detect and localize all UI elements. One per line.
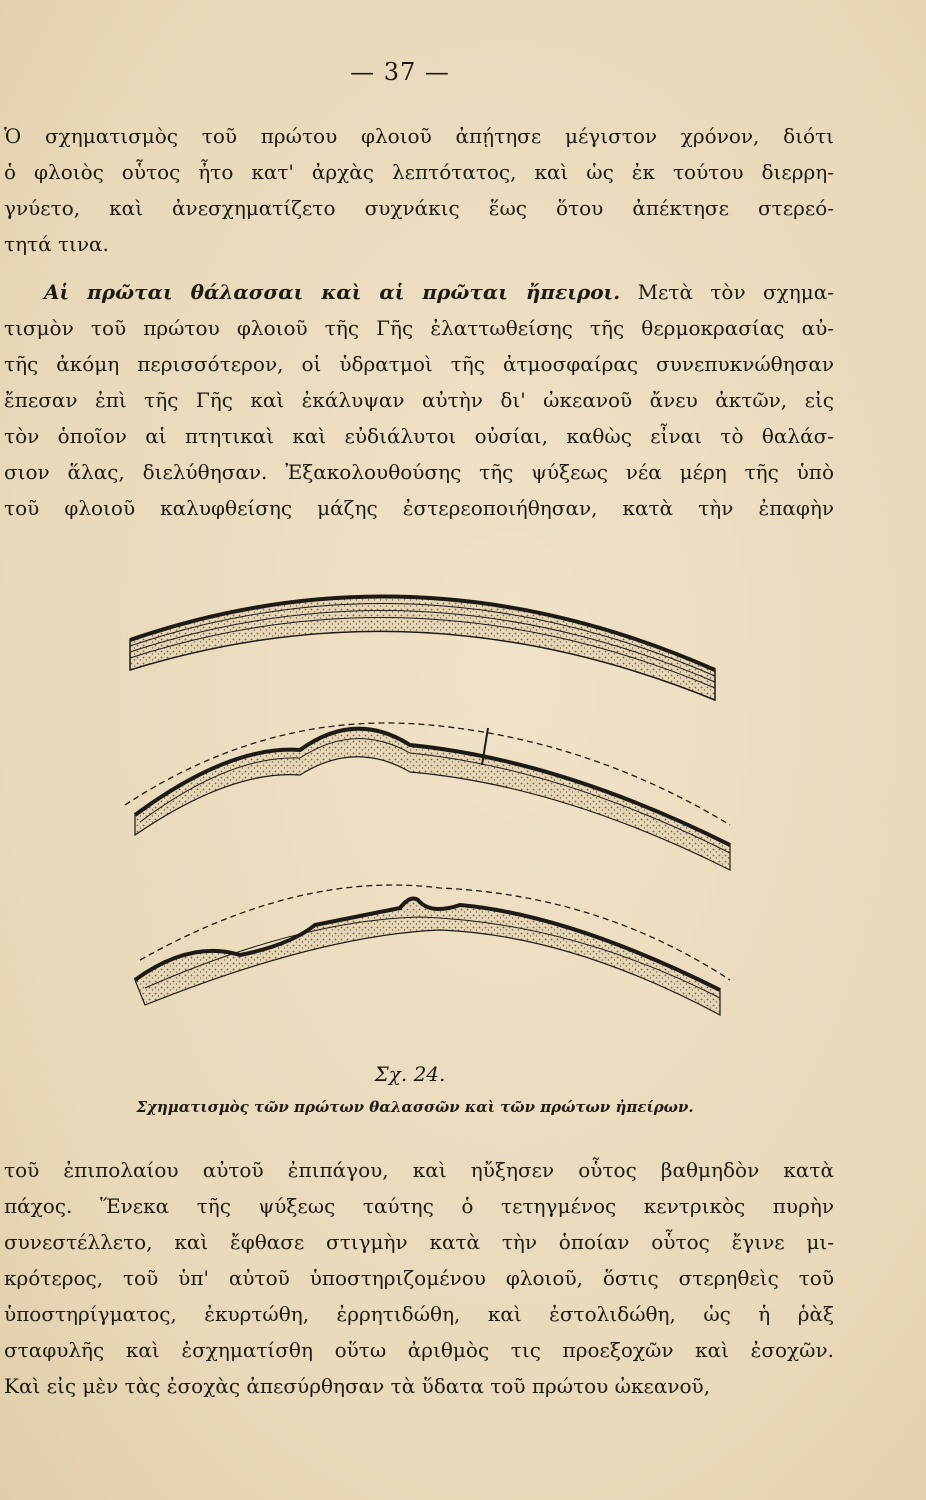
text-line: τοῦ ἐπιπολαίου αὐτοῦ ἐπιπάγου, καὶ ηὔξησεν οὗτος βαθμηδὸν κατὰ <box>4 1158 834 1182</box>
crust-arc-3 <box>135 885 730 1015</box>
paragraph-1 <box>4 118 834 262</box>
figure-crust-diagrams <box>100 560 740 1030</box>
text-line: τητά τινα. <box>4 232 109 256</box>
text-line: Ὁ σχηματισμὸς τοῦ πρώτου φλοιοῦ ἀπῄτησε μέγιστον χρόνον, διότι <box>4 124 834 148</box>
text-line: γνύετο, καὶ ἀνεσχηματίζετο συχνάκις ἕως ὅτου ἀπέκτησε στερεό- <box>4 196 834 220</box>
figure-label: Σχ. 24. <box>374 1062 446 1086</box>
text-line: Καὶ εἰς μὲν τὰς ἐσοχὰς ἀπεσύρθησαν τὰ ὕδατα τοῦ πρώτου ὠκεανοῦ, <box>4 1374 711 1398</box>
text-line: πάχος. Ἕνεκα τῆς ψύξεως ταύτης ὁ τετηγμένος κεντρικὸς πυρὴν <box>4 1194 834 1218</box>
paragraph-2 <box>4 274 834 526</box>
figure-caption: Σχηματισμὸς τῶν πρώτων θαλασσῶν καὶ τῶν πρώτων ἠπείρων. <box>136 1098 694 1116</box>
section-heading: Αἱ πρῶται θάλασσαι καὶ αἱ πρῶται ἤπειροι. <box>44 280 621 304</box>
text-run: Μετὰ τὸν σχημα- <box>637 280 835 304</box>
text-line <box>4 274 834 310</box>
text-line: ὑποστηρίγματος, ἐκυρτώθη, ἐρρητιδώθη, καὶ ἐστολιδώθη, ὡς ἡ ῥὰξ <box>4 1302 834 1326</box>
crust-illustration <box>100 560 740 1030</box>
text-line: τὸν ὁποῖον αἱ πτητικαὶ καὶ εὐδιάλυτοι οὐσίαι, καθὼς εἶναι τὸ θαλάσ- <box>4 424 834 448</box>
paragraph-3 <box>4 1152 834 1404</box>
text-line: συνεστέλλετο, καὶ ἔφθασε στιγμὴν κατὰ τὴν ὁποίαν οὗτος ἔγινε μι- <box>4 1230 834 1254</box>
text-line: τισμὸν τοῦ πρώτου φλοιοῦ τῆς Γῆς ἐλαττωθείσης τῆς θερμοκρασίας αὐ- <box>4 316 834 340</box>
crust-arc-1 <box>130 597 715 700</box>
text-line: σταφυλῆς καὶ ἐσχηματίσθη οὕτω ἀριθμὸς τις προεξοχῶν καὶ ἐσοχῶν. <box>4 1338 834 1362</box>
text-line: τῆς ἀκόμη περισσότερον, οἱ ὑδρατμοὶ τῆς ἀτμοσφαίρας συνεπυκνώθησαν <box>4 352 834 376</box>
text-line: κρότερος, τοῦ ὑπ' αὐτοῦ ὑποστηριζομένου φλοιοῦ, ὅστις στερηθεὶς τοῦ <box>4 1266 834 1290</box>
text-line: ἔπεσαν ἐπὶ τῆς Γῆς καὶ ἐκάλυψαν αὐτὴν δι' ὠκεανοῦ ἄνευ ἀκτῶν, εἰς <box>4 388 834 412</box>
page-number: — 37 — <box>350 58 450 86</box>
text-line: ὁ φλοιὸς οὗτος ἦτο κατ' ἀρχὰς λεπτότατος, καὶ ὡς ἐκ τούτου διερρη- <box>4 160 834 184</box>
crust-arc-2 <box>125 723 730 870</box>
text-line: σιον ἅλας, διελύθησαν. Ἐξακολουθούσης τῆς ψύξεως νέα μέρη τῆς ὑπὸ <box>4 460 834 484</box>
text-line: τοῦ φλοιοῦ καλυφθείσης μάζης ἐστερεοποιήθησαν, κατὰ τὴν ἐπαφὴν <box>4 496 834 520</box>
